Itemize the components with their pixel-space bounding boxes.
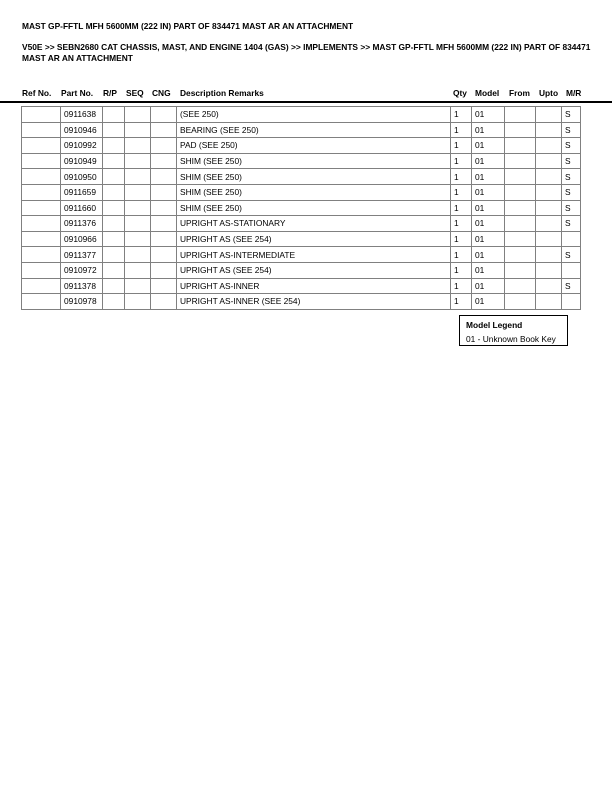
cell-description: UPRIGHT AS-STATIONARY <box>177 216 451 232</box>
breadcrumb: V50E >> SEBN2680 CAT CHASSIS, MAST, AND ENGINE 1404 (GAS) >> IMPLEMENTS >> MAST GP-FFTL MFH 5600MM (222 IN) PART OF 834471 MAST AR AN ATTACHMENT <box>22 42 591 63</box>
cell-ref-no <box>22 294 61 310</box>
cell-rp <box>103 107 125 123</box>
cell-ref-no <box>22 107 61 123</box>
cell-description: BEARING (SEE 250) <box>177 122 451 138</box>
cell-description: SHIM (SEE 250) <box>177 184 451 200</box>
cell-ref-no <box>22 278 61 294</box>
cell-rp <box>103 169 125 185</box>
cell-seq <box>125 216 151 232</box>
cell-qty: 1 <box>451 216 472 232</box>
cell-qty: 1 <box>451 107 472 123</box>
cell-part-no: 0910978 <box>61 294 103 310</box>
cell-cng <box>151 231 177 247</box>
cell-seq <box>125 184 151 200</box>
cell-from <box>505 184 536 200</box>
cell-description: PAD (SEE 250) <box>177 138 451 154</box>
cell-mr: S <box>562 122 581 138</box>
cell-ref-no <box>22 122 61 138</box>
table-row <box>22 231 581 247</box>
cell-qty: 1 <box>451 262 472 278</box>
cell-qty: 1 <box>451 231 472 247</box>
cell-cng <box>151 107 177 123</box>
table-row <box>22 247 581 263</box>
cell-qty: 1 <box>451 184 472 200</box>
cell-part-no: 0911638 <box>61 107 103 123</box>
cell-seq <box>125 122 151 138</box>
header-model: Model <box>475 88 500 98</box>
cell-mr <box>562 294 581 310</box>
cell-seq <box>125 169 151 185</box>
cell-description: UPRIGHT AS (SEE 254) <box>177 231 451 247</box>
cell-rp <box>103 262 125 278</box>
cell-upto <box>536 200 562 216</box>
cell-part-no: 0910949 <box>61 153 103 169</box>
cell-mr: S <box>562 107 581 123</box>
cell-part-no: 0911660 <box>61 200 103 216</box>
page-title: MAST GP-FFTL MFH 5600MM (222 IN) PART OF 834471 MAST AR AN ATTACHMENT <box>22 21 354 31</box>
cell-mr: S <box>562 216 581 232</box>
header-rp: R/P <box>103 88 117 98</box>
cell-from <box>505 153 536 169</box>
cell-part-no: 0910950 <box>61 169 103 185</box>
cell-upto <box>536 247 562 263</box>
cell-from <box>505 294 536 310</box>
cell-model: 01 <box>472 122 505 138</box>
cell-qty: 1 <box>451 200 472 216</box>
cell-seq <box>125 278 151 294</box>
cell-upto <box>536 122 562 138</box>
cell-qty: 1 <box>451 278 472 294</box>
cell-description: (SEE 250) <box>177 107 451 123</box>
cell-rp <box>103 247 125 263</box>
cell-from <box>505 216 536 232</box>
header-qty: Qty <box>453 88 467 98</box>
cell-model: 01 <box>472 247 505 263</box>
cell-seq <box>125 294 151 310</box>
table-row <box>22 122 581 138</box>
cell-mr: S <box>562 153 581 169</box>
header-ref-no: Ref No. <box>22 88 52 98</box>
parts-table <box>21 106 581 310</box>
cell-rp <box>103 200 125 216</box>
table-row <box>22 184 581 200</box>
cell-qty: 1 <box>451 122 472 138</box>
cell-cng <box>151 278 177 294</box>
header-from: From <box>509 88 530 98</box>
cell-from <box>505 278 536 294</box>
cell-upto <box>536 184 562 200</box>
cell-model: 01 <box>472 153 505 169</box>
cell-from <box>505 122 536 138</box>
cell-seq <box>125 138 151 154</box>
cell-cng <box>151 294 177 310</box>
cell-cng <box>151 247 177 263</box>
cell-mr: S <box>562 200 581 216</box>
cell-model: 01 <box>472 200 505 216</box>
cell-part-no: 0911659 <box>61 184 103 200</box>
cell-qty: 1 <box>451 169 472 185</box>
table-row <box>22 200 581 216</box>
cell-upto <box>536 216 562 232</box>
cell-mr <box>562 262 581 278</box>
cell-description: SHIM (SEE 250) <box>177 153 451 169</box>
cell-rp <box>103 184 125 200</box>
cell-cng <box>151 262 177 278</box>
table-row <box>22 169 581 185</box>
table-row <box>22 278 581 294</box>
cell-from <box>505 247 536 263</box>
cell-rp <box>103 122 125 138</box>
cell-cng <box>151 200 177 216</box>
table-row <box>22 107 581 123</box>
cell-upto <box>536 153 562 169</box>
cell-mr: S <box>562 138 581 154</box>
table-row <box>22 153 581 169</box>
cell-upto <box>536 294 562 310</box>
cell-cng <box>151 138 177 154</box>
cell-from <box>505 200 536 216</box>
cell-description: UPRIGHT AS-INNER <box>177 278 451 294</box>
cell-seq <box>125 107 151 123</box>
cell-from <box>505 138 536 154</box>
cell-ref-no <box>22 247 61 263</box>
model-legend <box>459 315 568 346</box>
cell-mr: S <box>562 169 581 185</box>
cell-upto <box>536 231 562 247</box>
table-row <box>22 138 581 154</box>
cell-ref-no <box>22 169 61 185</box>
cell-part-no: 0910972 <box>61 262 103 278</box>
cell-cng <box>151 184 177 200</box>
cell-ref-no <box>22 153 61 169</box>
cell-from <box>505 262 536 278</box>
cell-model: 01 <box>472 184 505 200</box>
cell-upto <box>536 138 562 154</box>
cell-part-no: 0910992 <box>61 138 103 154</box>
cell-cng <box>151 216 177 232</box>
cell-seq <box>125 153 151 169</box>
cell-ref-no <box>22 138 61 154</box>
cell-rp <box>103 231 125 247</box>
cell-model: 01 <box>472 216 505 232</box>
cell-cng <box>151 169 177 185</box>
cell-model: 01 <box>472 278 505 294</box>
cell-upto <box>536 278 562 294</box>
header-seq: SEQ <box>126 88 144 98</box>
cell-description: SHIM (SEE 250) <box>177 169 451 185</box>
cell-rp <box>103 153 125 169</box>
cell-ref-no <box>22 262 61 278</box>
cell-ref-no <box>22 200 61 216</box>
cell-from <box>505 169 536 185</box>
cell-ref-no <box>22 231 61 247</box>
cell-qty: 1 <box>451 138 472 154</box>
cell-model: 01 <box>472 262 505 278</box>
header-description: Description Remarks <box>180 88 264 98</box>
cell-description: UPRIGHT AS (SEE 254) <box>177 262 451 278</box>
legend-title: Model Legend <box>466 320 523 330</box>
cell-description: UPRIGHT AS-INNER (SEE 254) <box>177 294 451 310</box>
cell-model: 01 <box>472 231 505 247</box>
cell-upto <box>536 169 562 185</box>
header-part-no: Part No. <box>61 88 94 98</box>
cell-mr: S <box>562 278 581 294</box>
cell-from <box>505 107 536 123</box>
cell-seq <box>125 231 151 247</box>
cell-qty: 1 <box>451 153 472 169</box>
cell-cng <box>151 153 177 169</box>
table-row <box>22 294 581 310</box>
cell-description: UPRIGHT AS-INTERMEDIATE <box>177 247 451 263</box>
cell-mr: S <box>562 184 581 200</box>
cell-part-no: 0911377 <box>61 247 103 263</box>
cell-model: 01 <box>472 294 505 310</box>
cell-rp <box>103 278 125 294</box>
cell-seq <box>125 200 151 216</box>
cell-upto <box>536 107 562 123</box>
cell-upto <box>536 262 562 278</box>
cell-cng <box>151 122 177 138</box>
cell-model: 01 <box>472 138 505 154</box>
cell-rp <box>103 138 125 154</box>
cell-ref-no <box>22 184 61 200</box>
cell-mr <box>562 231 581 247</box>
table-row <box>22 216 581 232</box>
cell-part-no: 0911378 <box>61 278 103 294</box>
cell-part-no: 0910966 <box>61 231 103 247</box>
cell-model: 01 <box>472 169 505 185</box>
cell-part-no: 0911376 <box>61 216 103 232</box>
cell-rp <box>103 216 125 232</box>
table-row <box>22 262 581 278</box>
header-cng: CNG <box>152 88 171 98</box>
cell-ref-no <box>22 216 61 232</box>
cell-seq <box>125 262 151 278</box>
cell-from <box>505 231 536 247</box>
legend-item: 01 - Unknown Book Key <box>466 334 556 344</box>
cell-rp <box>103 294 125 310</box>
cell-qty: 1 <box>451 247 472 263</box>
cell-qty: 1 <box>451 294 472 310</box>
cell-description: SHIM (SEE 250) <box>177 200 451 216</box>
cell-mr: S <box>562 247 581 263</box>
header-divider <box>0 101 612 103</box>
cell-part-no: 0910946 <box>61 122 103 138</box>
header-mr: M/R <box>566 88 582 98</box>
cell-seq <box>125 247 151 263</box>
header-upto: Upto <box>539 88 559 98</box>
cell-model: 01 <box>472 107 505 123</box>
